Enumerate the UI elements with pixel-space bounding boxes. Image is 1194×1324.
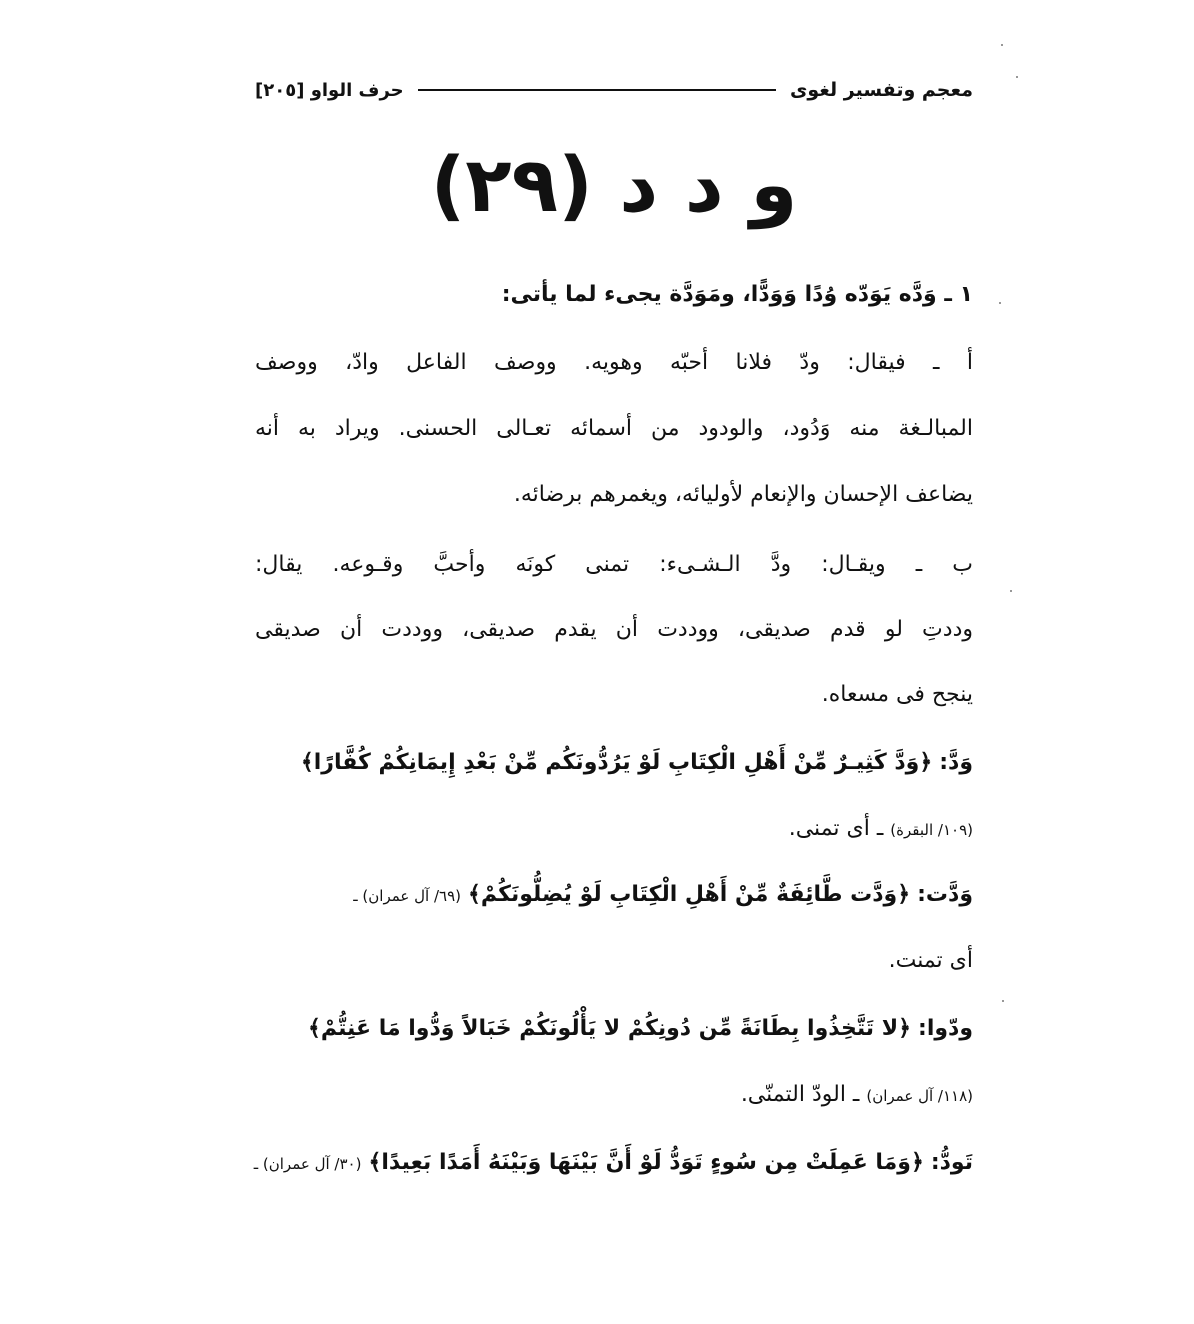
verse-2-word: وَدَّت: [917,882,973,907]
verse-3-ref: (١١٨/ آل عمران) [866,1087,973,1105]
verse-3-line [255,1014,973,1044]
verse-1-gloss: ـ أى تمنى. [788,816,884,841]
verse-3-text: ﴿لا تَتَّخِذُوا بِطَانَةً مِّن دُونِكُمْ لا يَأْلُونَكُمْ خَبَالاً وَدُّوا مَا عَنِتُّمْ﴾ [307,1016,912,1041]
entry-title: و د د (٢٩) [430,140,798,229]
book-title: معجم وتفسير لغوى [789,79,973,101]
scan-speck [1002,1000,1004,1002]
verse-1-word: وَدَّ: [939,750,973,775]
scan-speck [999,302,1001,304]
section-label: حرف الواو [٢٠٥] [255,79,404,101]
verse-1-line [255,748,973,778]
verse-2-text: ﴿وَدَّت طَّائِفَةٌ مِّنْ أَهْلِ الْكِتَابِ لَوْ يُضِلُّونَكُمْ﴾ [468,882,911,907]
para-a-line-3: يضاعف الإحسان والإنعام لأوليائه، ويغمرهم برضائه. [513,482,973,507]
verse-2-gloss: أى تمنت. [888,948,973,973]
para-a-line-1: أ ـ فيقال: ودّ فلانا أحبّه وهويه. ووصف الفاعل وادّ، ووصف [255,350,973,375]
verse-3-gloss: ـ الودّ التمنّى. [740,1082,860,1107]
verse-4-line [255,1148,973,1179]
scan-speck [1001,44,1003,46]
verse-1-text: ﴿وَدَّ كَثِيـرٌ مِّنْ أَهْلِ الْكِتَابِ لَوْ يَرُدُّونَكُم مِّنْ بَعْدِ إِيمَانِكُمْ كُفَّارًا﴾ [300,750,933,775]
verse-2-line [255,880,973,911]
verse-4-ref: (٣٠/ آل عمران) ـ [253,1155,362,1173]
running-header [255,72,973,108]
verse-1-ref: (١٠٩/ البقرة) [890,821,973,839]
para-a-line-2: المبالـغة منه وَدُود، والودود من أسمائه تعـالى الحسنى. ويراد به أنه [255,416,973,441]
intro-line: ١ ـ وَدَّه يَوَدّه وُدًا وَوَدًّا، ومَوَدَّة يجىء لما يأتى: [501,282,973,307]
para-b-line-1: ب ـ ويقـال: ودَّ الـشـىء: تمنى كونَه وأحبَّ وقـوعه. يقال: [255,552,973,577]
para-b-line-3: ينجح فى مسعاه. [821,682,973,707]
header-rule [418,89,776,91]
verse-2-ref: (٦٩/ آل عمران) ـ [353,887,462,905]
scan-speck [1010,590,1012,592]
para-b-line-2: وددتِ لو قدم صديقى، ووددت أن يقدم صديقى، ووددت أن صديقى [255,617,973,642]
verse-4-word: تَودُّ: [930,1150,973,1175]
scan-speck [1016,76,1018,78]
verse-3-ref-line [255,1080,973,1111]
verse-3-word: ودّوا: [918,1016,973,1041]
verse-4-text: ﴿وَمَا عَمِلَتْ مِن سُوءٍ تَوَدُّ لَوْ أَنَّ بَيْنَهَا وَبَيْنَهُ أَمَدًا بَعِيدًا﴾ [368,1150,924,1175]
verse-1-ref-line [255,814,973,845]
